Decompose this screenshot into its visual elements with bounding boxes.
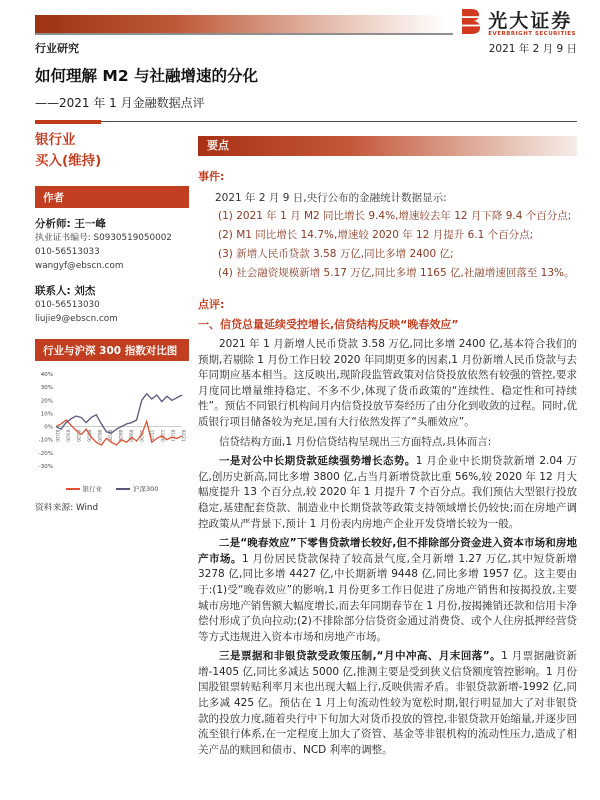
sidebar <box>35 131 189 513</box>
chart-section-header: 行业与沪深 300 指数对比图 <box>35 339 189 361</box>
section-heading: 一、信贷总量延续受控增长,信贷结构反映“晚春效应” <box>198 318 459 331</box>
svg-text:04/20: 04/20 <box>76 429 81 442</box>
svg-text:0%: 0% <box>44 424 53 431</box>
rating-label: 买入(维持) <box>35 153 102 169</box>
point-paragraph <box>198 536 577 645</box>
svg-text:03/20: 03/20 <box>65 429 71 442</box>
svg-text:-30%: -30% <box>38 464 53 470</box>
legend-item: 沪深300 <box>116 484 158 493</box>
event-intro: 2021 年 2 月 9 日,央行公布的金融统计数据显示: <box>215 192 447 204</box>
event-label: 事件: <box>198 170 225 183</box>
legend-item: 银行业 <box>66 484 103 493</box>
event-item: (2) M1 同比增长 14.7%,增速较 2020 年 12 月提升 6.1 个百分点; <box>218 229 534 241</box>
point-text: 1 月份居民贷款保持了较高景气度,全月新增 1.27 万亿,其中短贷新增 3278 亿,同比多增 4427 亿,中长期新增 9448 亿,同比多增 1957 亿。这主要由于:(1)受“晚春效应”的影响,1 月份更多工作日促进了房地产销售和按揭投放,主要城市房地产销售额大幅度增长,而去年同期春节在 1 月份,按揭摊销还款和信用卡净偿付形成了负向拉动;(2)不排除部分信贷资金通过消费贷、或个人住房抵押经营贷等方式违规进入资本市场和房地产市场。 <box>198 552 577 643</box>
event-item: (4) 社会融资规模新增 5.17 万亿,同比多增 1165 亿,社融增速回落至 13%。 <box>218 267 575 279</box>
svg-text:40%: 40% <box>40 372 53 378</box>
chart-legend <box>35 484 189 493</box>
contact-name: 联系人: 刘杰 <box>35 285 96 297</box>
svg-text:12/20: 12/20 <box>160 429 165 442</box>
industry-label: 银行业 <box>35 132 76 148</box>
analyst-phone: 010-56513033 <box>35 247 100 257</box>
analyst-cert-number: 执业证书编号: S0930519050002 <box>35 233 172 243</box>
svg-text:20%: 20% <box>40 398 53 405</box>
svg-text:30%: 30% <box>40 385 53 392</box>
contact-email-link[interactable]: liujie9@ebscn.com <box>35 314 118 324</box>
svg-text:01/21: 01/21 <box>170 429 176 442</box>
svg-text:06/20: 06/20 <box>97 429 102 442</box>
paragraph: 2021 年 1 月新增人民币贷款 3.58 万亿,同比多增 2400 亿,基本符合我们的预期,若剔除 1 月份工作日较 2020 年同期更多的因素,1 月份新增人民币贷款与去年同期应基本相当。这反映出,现阶段监管政策对信贷投放依然有较强的管控,要求月度同比增量维持稳定、不多不少,体现了货币政策的“连续性、稳定性和可持续性”。预估不同银行机构间月内信贷投放节奏经历了由分化到收敛的过程。同时,优质银行项目储备较为充足,国有大行依然发挥了“头雁效应”。 <box>198 338 577 428</box>
keypoints-header-bar: 要点 <box>198 136 577 156</box>
author-section-header: 作者 <box>35 186 189 208</box>
svg-text:10/20: 10/20 <box>139 429 144 442</box>
paragraph: 信贷结构方面,1 月份信贷结构呈现出三方面特点,具体而言: <box>219 435 492 448</box>
event-item: (1) 2021 年 1 月 M2 同比增长 9.4%,增速较去年 12 月下降 9.4 个百分点; <box>218 210 572 222</box>
event-item: (3) 新增人民币贷款 3.58 万亿,同比多增 2400 亿; <box>218 248 454 260</box>
point-lead: 三是票据和非银贷款受政策压制,“月中冲高、月末回落”。 <box>219 650 502 663</box>
point-lead: 一是对公中长期贷款延续强势增长态势。 <box>219 455 416 468</box>
report-category: 行业研究 <box>35 42 79 55</box>
everbright-logo-icon <box>459 8 483 39</box>
title-divider-accent <box>35 120 101 124</box>
point-text: 1 月企业中长期贷款新增 2.04 万亿,创历史新高,同比多增 3800 亿,占当月新增贷款比重 56%,较 2020 年 12 月大幅度提升 13 个百分点,较 2020 年 1 月提升 7 个百分点。我们预估大型银行投放稳定,基建配套贷款、制造业中长期贷款等政策支持领域增长仍较快;而在房地产调控政策从严背景下,预计 1 月份表内房地产企业开发贷增长较为一般。 <box>198 455 577 530</box>
point-paragraph <box>198 649 577 758</box>
report-subtitle: ——2021 年 1 月金融数据点评 <box>35 96 205 110</box>
brand-name-cn: 光大证券 <box>488 9 573 32</box>
point-text: 1 月票据融资新增-1405 亿,同比多减达 5000 亿,推测主要是受到狭义信贷额度管控影响。1 月份国股银票转贴利率月末也出现大幅上行,反映供需矛盾。非银贷款新增-1992 亿,同比多减 425 亿。预估在 1 月上旬流动性较为宽松时期,银行明显加大了对非银贷款的投放力度,随着央行中下旬加大对货币投放的管控,非银贷款开始缩量,并逐步回流至银行体系,在一定程度上加大了资管、基金等非银机构的流动性压力,造成了相关产品的赎回和债市、NCD 利率的调整。 <box>198 650 577 756</box>
report-date: 2021 年 2 月 9 日 <box>488 43 577 55</box>
comment-label: 点评: <box>198 298 225 311</box>
svg-text:10%: 10% <box>40 411 53 418</box>
svg-text:07/20: 07/20 <box>107 429 113 442</box>
chart-source: 资料来源: Wind <box>35 503 99 513</box>
svg-text:11/20: 11/20 <box>149 429 155 442</box>
report-title: 如何理解 M2 与社融增速的分化 <box>35 67 259 85</box>
main-content <box>198 136 577 758</box>
svg-text:05/20: 05/20 <box>86 429 92 442</box>
svg-text:09/20: 09/20 <box>128 429 134 442</box>
comparison-chart-svg <box>35 369 189 479</box>
svg-text:02/20: 02/20 <box>55 429 60 442</box>
svg-text:08/20: 08/20 <box>118 429 123 442</box>
analyst-name: 分析师: 王一峰 <box>35 218 106 230</box>
header-gradient-band <box>35 15 445 33</box>
analyst-email-link[interactable]: wangyf@ebscn.com <box>35 261 124 271</box>
point-paragraph <box>198 454 577 532</box>
contact-phone: 010-56513030 <box>35 300 100 310</box>
brand-name-en: EVERBRIGHT SECURITIES <box>488 30 576 37</box>
svg-text:-20%: -20% <box>38 450 53 457</box>
brand-logo <box>453 6 578 43</box>
point-lead: 二是“晚春效应”下零售贷款增长较好,但不排除部分资金进入资本市场和房地产市场。 <box>198 537 577 565</box>
svg-text:-10%: -10% <box>38 437 53 444</box>
title-divider <box>35 121 577 122</box>
event-list <box>198 207 577 283</box>
svg-text:02/21: 02/21 <box>181 429 186 442</box>
comparison-chart <box>35 369 189 493</box>
